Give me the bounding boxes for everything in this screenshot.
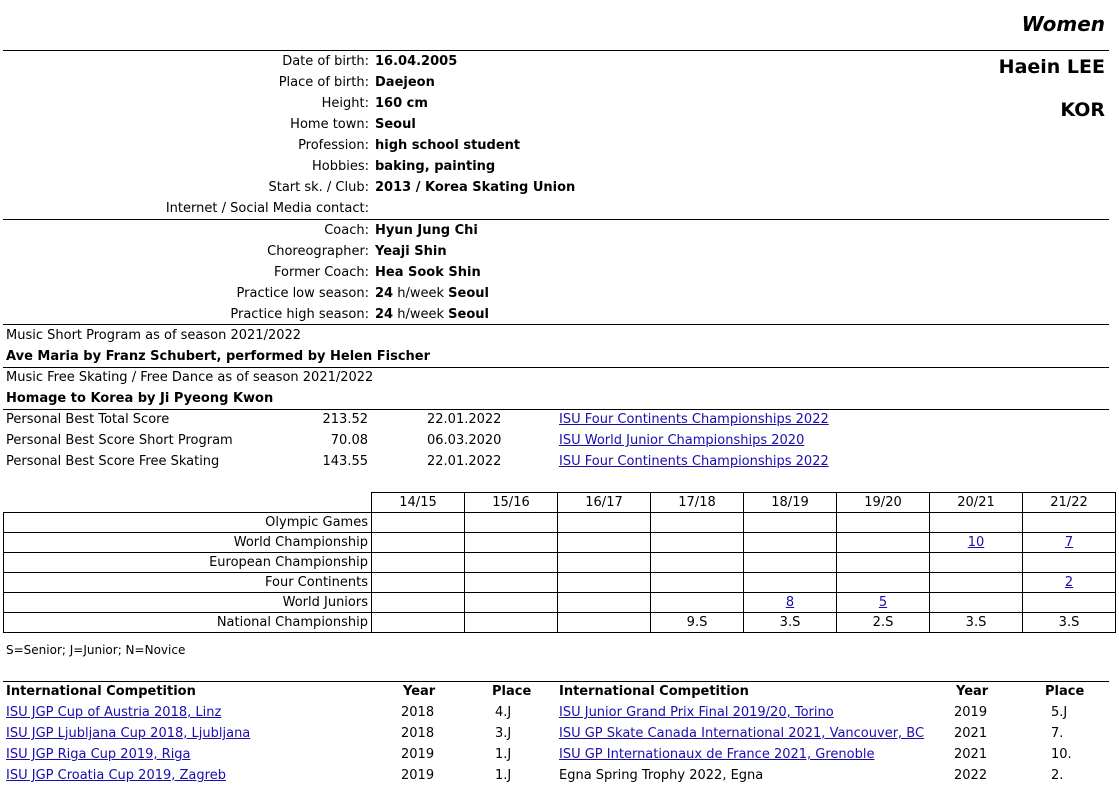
music-divider-1 [3,367,1109,368]
results-cell [744,553,837,573]
results-cell [651,613,744,633]
practice-unit: h/week [397,286,445,301]
results-row [4,613,1116,633]
results-cell [837,613,930,633]
competition-place: 2. [1051,768,1064,783]
results-cell [372,613,465,633]
results-cell [744,533,837,553]
personal-divider [3,219,1109,220]
results-cell [930,553,1023,573]
results-event-label: Four Continents [4,573,372,593]
header-divider [3,50,1109,51]
competition-link[interactable]: ISU JGP Riga Cup 2019, Riga [6,747,191,762]
results-cell [465,553,558,573]
pb-date: 06.03.2020 [427,433,502,448]
results-cell [930,533,1023,553]
practice-hours: 24 [375,286,394,301]
pb-label: Personal Best Score Short Program [6,433,233,448]
result-link[interactable]: 7 [1064,535,1074,550]
competition-link[interactable]: ISU JGP Cup of Austria 2018, Linz [6,705,222,720]
pb-event-link[interactable]: ISU World Junior Championships 2020 [559,433,805,448]
pb-date: 22.01.2022 [427,454,502,469]
results-cell [558,613,651,633]
competition-link[interactable]: ISU GP Skate Canada International 2021, Vancouver, BC [559,726,925,741]
result-value: 3.S [1058,615,1080,630]
competition-place: 10. [1051,747,1072,762]
coaching-label: Coach: [324,223,369,238]
results-cell [837,573,930,593]
intl-right-header-year: Year [956,684,989,699]
practice-value [375,286,489,301]
competition-place: 1.J [495,747,512,762]
practice-value [375,307,489,322]
results-cell [837,513,930,533]
results-header-row [4,493,1116,513]
results-cell [837,553,930,573]
results-cell [465,513,558,533]
results-cell [930,593,1023,613]
results-cell [1023,533,1116,553]
practice-place: Seoul [448,307,489,322]
results-cell [744,593,837,613]
results-row [4,533,1116,553]
personal-value: 16.04.2005 [375,54,458,69]
personal-value: high school student [375,138,521,153]
competition-year: 2021 [954,726,988,741]
season-header: 18/19 [744,493,837,513]
competition-year: 2018 [401,726,435,741]
results-header-blank [4,493,372,513]
pb-label: Personal Best Total Score [6,412,170,427]
results-row [4,593,1116,613]
season-header: 20/21 [930,493,1023,513]
competition-place: 7. [1051,726,1064,741]
results-cell [558,573,651,593]
results-cell [372,513,465,533]
season-header: 14/15 [372,493,465,513]
coaching-divider [3,324,1109,325]
results-cell [558,533,651,553]
results-cell [372,533,465,553]
intl-left-header-competition: International Competition [6,684,196,699]
pb-label: Personal Best Score Free Skating [6,454,220,469]
category-title: Women [1021,12,1105,36]
results-cell [837,533,930,553]
music-fs-label: Music Free Skating / Free Dance as of season 2021/2022 [6,370,374,385]
results-cell [465,573,558,593]
competition-link[interactable]: ISU JGP Ljubljana Cup 2018, Ljubljana [6,726,251,741]
competition-place: 5.J [1051,705,1068,720]
international-divider [3,681,1109,682]
competition-year: 2019 [401,747,435,762]
results-event-label: National Championship [4,613,372,633]
coaching-value: Yeaji Shin [375,244,447,259]
results-event-label: European Championship [4,553,372,573]
competition-link[interactable]: ISU Junior Grand Prix Final 2019/20, Torino [559,705,834,720]
results-cell [837,593,930,613]
results-event-label: World Championship [4,533,372,553]
music-sp-title: Ave Maria by Franz Schubert, performed by Helen Fischer [6,349,431,364]
results-cell [558,593,651,613]
results-cell [465,533,558,553]
results-cell [930,513,1023,533]
results-cell [372,573,465,593]
coaching-label: Former Coach: [274,265,369,280]
results-cell [651,553,744,573]
music-sp-label: Music Short Program as of season 2021/2022 [6,328,302,343]
intl-left-header-place: Place [492,684,532,699]
personal-value: 2013 / Korea Skating Union [375,180,576,195]
results-row [4,573,1116,593]
pb-event-link[interactable]: ISU Four Continents Championships 2022 [559,454,829,469]
personal-value: 160 cm [375,96,428,111]
results-cell [1023,593,1116,613]
results-cell [558,513,651,533]
skater-nation: KOR [1060,99,1105,121]
season-header: 17/18 [651,493,744,513]
season-header: 21/22 [1023,493,1116,513]
personal-label: Place of birth: [278,75,369,90]
practice-label: Practice low season: [236,286,369,301]
coaching-value: Hyun Jung Chi [375,223,478,238]
competition-link[interactable]: ISU JGP Croatia Cup 2019, Zagreb [6,768,226,783]
competition-year: 2021 [954,747,988,762]
results-table [3,492,1116,633]
competition-place: 1.J [495,768,512,783]
practice-hours: 24 [375,307,394,322]
results-cell [372,553,465,573]
competition-year: 2019 [401,768,435,783]
competition-year: 2019 [954,705,988,720]
results-cell [930,573,1023,593]
personal-label: Internet / Social Media contact: [165,201,369,216]
results-cell [372,593,465,613]
results-row [4,513,1116,533]
result-value: 2.S [872,615,894,630]
competition-link[interactable]: ISU GP Internationaux de France 2021, Grenoble [559,747,875,762]
results-legend: S=Senior; J=Junior; N=Novice [6,643,186,657]
season-header: 19/20 [837,493,930,513]
competition-place: 4.J [495,705,512,720]
pb-score: 70.08 [330,433,368,448]
intl-left-header-year: Year [403,684,436,699]
music-fs-title: Homage to Korea by Ji Pyeong Kwon [6,391,274,406]
results-cell [744,613,837,633]
results-cell [1023,573,1116,593]
pb-score: 143.55 [322,454,368,469]
results-cell [744,573,837,593]
pb-event-link[interactable]: ISU Four Continents Championships 2022 [559,412,829,427]
results-cell [465,593,558,613]
results-cell [744,513,837,533]
personal-label: Start sk. / Club: [268,180,369,195]
competition-year: 2018 [401,705,435,720]
results-cell [1023,513,1116,533]
results-row [4,553,1116,573]
personal-label: Home town: [290,117,369,132]
results-event-label: World Juniors [4,593,372,613]
results-cell [651,573,744,593]
result-value: 3.S [779,615,801,630]
results-cell [651,533,744,553]
personal-label: Hobbies: [312,159,369,174]
practice-label: Practice high season: [230,307,369,322]
season-header: 16/17 [558,493,651,513]
results-event-label: Olympic Games [4,513,372,533]
results-cell [1023,553,1116,573]
results-cell [465,613,558,633]
results-cell [651,513,744,533]
intl-right-header-competition: International Competition [559,684,749,699]
pb-date: 22.01.2022 [427,412,502,427]
result-link[interactable]: 8 [785,595,795,610]
results-cell [930,613,1023,633]
personal-value: Daejeon [375,75,435,90]
results-cell [1023,613,1116,633]
intl-right-header-place: Place [1045,684,1085,699]
music-divider-2 [3,409,1109,410]
personal-label: Height: [321,96,369,111]
personal-label: Profession: [298,138,369,153]
results-cell [651,593,744,613]
results-cell [558,553,651,573]
coaching-label: Choreographer: [267,244,369,259]
competition-year: 2022 [954,768,988,783]
skater-name: Haein LEE [998,56,1105,78]
pb-score: 213.52 [322,412,368,427]
personal-value: Seoul [375,117,416,132]
result-value: 9.S [686,615,708,630]
competition-place: 3.J [495,726,512,741]
practice-place: Seoul [448,286,489,301]
practice-unit: h/week [397,307,445,322]
result-link[interactable]: 10 [967,535,985,550]
competition-name: Egna Spring Trophy 2022, Egna [559,768,764,783]
result-link[interactable]: 2 [1064,575,1074,590]
coaching-value: Hea Sook Shin [375,265,481,280]
result-value: 3.S [965,615,987,630]
season-header: 15/16 [465,493,558,513]
personal-label: Date of birth: [282,54,369,69]
result-link[interactable]: 5 [878,595,888,610]
personal-value: baking, painting [375,159,496,174]
